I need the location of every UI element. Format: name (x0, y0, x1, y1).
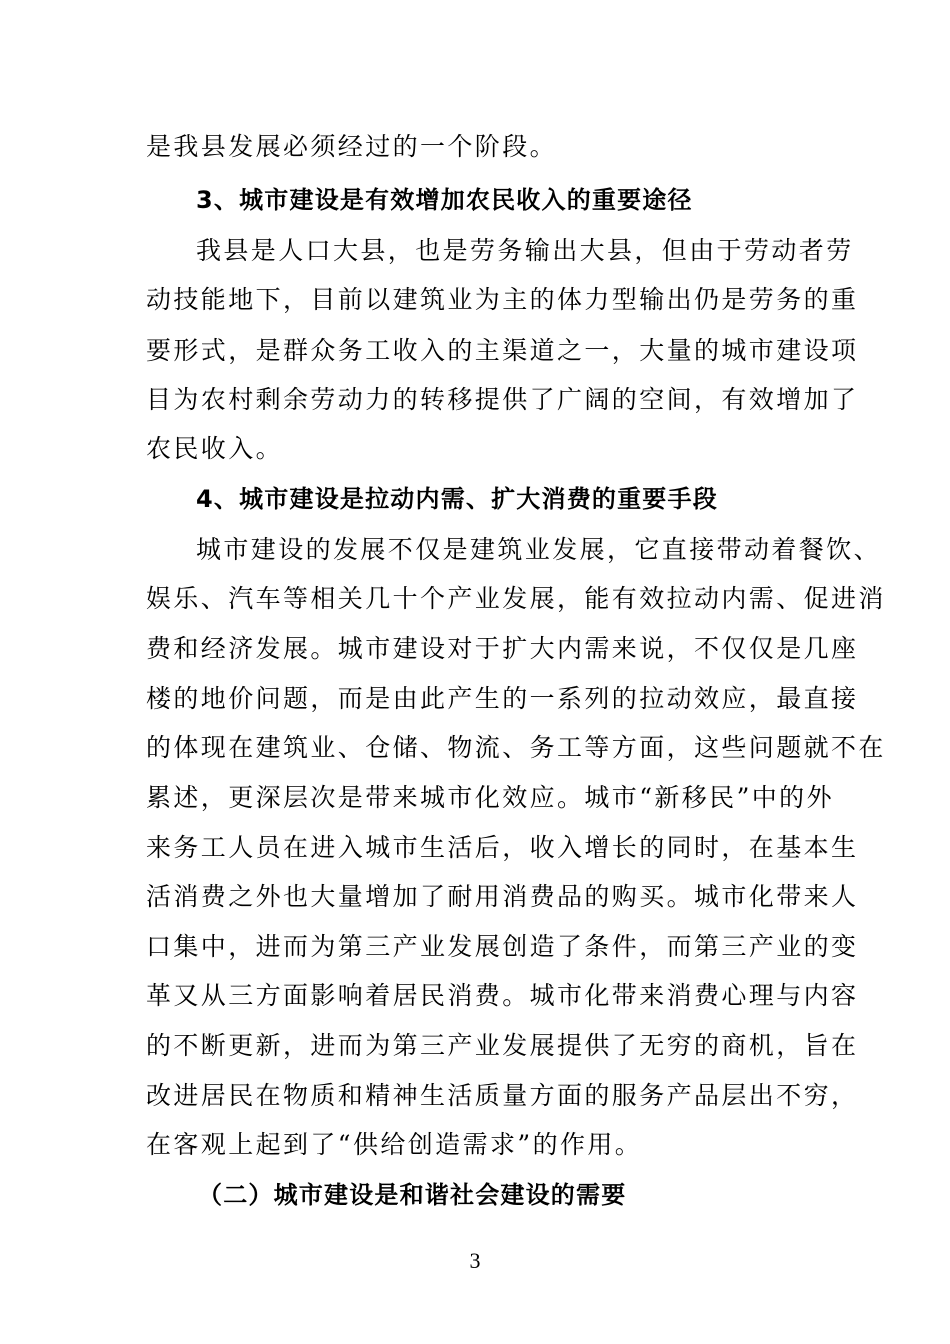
text-line: 活消费之外也大量增加了耐用消费品的购买。城市化带来人 (146, 882, 859, 911)
text-line: 要形式，是群众务工收入的主渠道之一，大量的城市建设项 (146, 336, 859, 365)
text-line: 的体现在建筑业、仓储、物流、务工等方面，这些问题就不在 (146, 733, 886, 762)
text-line: 动技能地下，目前以建筑业为主的体力型输出仍是劳务的重 (146, 285, 859, 314)
text-line: 我县是人口大县，也是劳务输出大县，但由于劳动者劳 (196, 236, 854, 265)
text-line: 累述，更深层次是带来城市化效应。城市“新移民”中的外 (146, 783, 834, 812)
section-heading: 4、城市建设是拉动内需、扩大消费的重要手段 (196, 485, 718, 513)
section-heading: 3、城市建设是有效增加农民收入的重要途径 (196, 186, 693, 214)
text-line: 娱乐、汽车等相关几十个产业发展，能有效拉动内需、促进消 (146, 584, 886, 613)
text-line: 革又从三方面影响着居民消费。城市化带来消费心理与内容 (146, 981, 859, 1010)
page-number: 3 (469, 1248, 481, 1273)
text-line: 费和经济发展。城市建设对于扩大内需来说，不仅仅是几座 (146, 634, 859, 663)
text-line: 的不断更新，进而为第三产业发展提供了无穷的商机，旨在 (146, 1031, 859, 1060)
text-line: 口集中，进而为第三产业发展创造了条件，而第三产业的变 (146, 932, 859, 961)
text-line: 目为农村剩余劳动力的转移提供了广阔的空间，有效增加了 (146, 385, 859, 414)
text-line: 楼的地价问题，而是由此产生的一系列的拉动效应，最直接 (146, 684, 859, 713)
text-line: 在客观上起到了“供给创造需求”的作用。 (146, 1130, 643, 1159)
text-line: 是我县发展必须经过的一个阶段。 (146, 132, 558, 161)
text-line: 改进居民在物质和精神生活质量方面的服务产品层出不穷， (146, 1081, 859, 1110)
section-heading: （二）城市建设是和谐社会建设的需要 (198, 1181, 627, 1209)
text-line: 农民收入。 (146, 434, 284, 463)
text-line: 城市建设的发展不仅是建筑业发展，它直接带动着餐饮、 (196, 535, 882, 564)
text-line: 来务工人员在进入城市生活后，收入增长的同时，在基本生 (146, 833, 859, 862)
